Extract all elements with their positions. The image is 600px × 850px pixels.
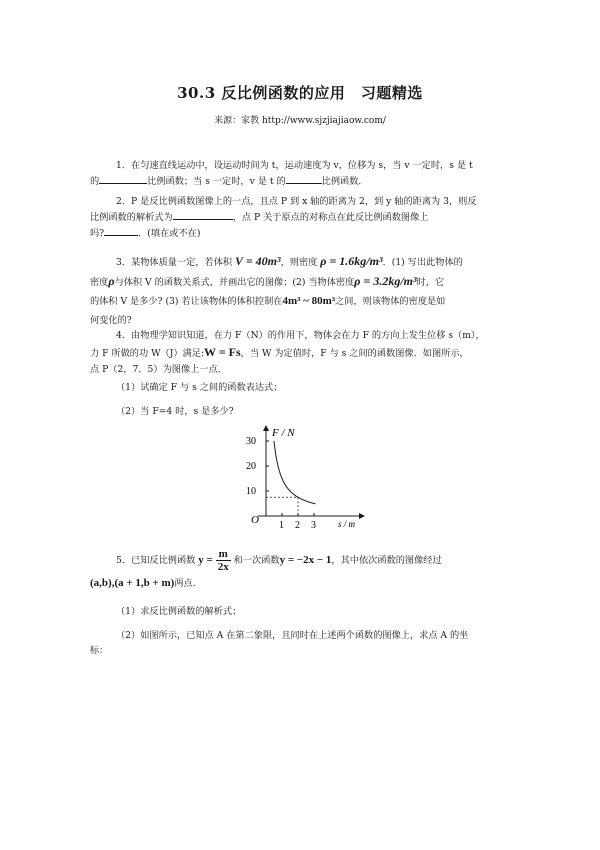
q5-text-b: 和一次函数 [233,555,280,566]
q2-blank-1[interactable] [173,209,233,220]
q5-fraction [216,548,231,573]
x-tick-label: 2 [295,520,300,531]
inverse-curve [274,441,316,504]
q4-text-c: ，当 W 为定值时，F 与 s 之间的函数图像．如图所示， [240,348,469,359]
q4-text-b: 力 F 所做的功 W（J）满足: [90,348,205,359]
q3-text-e: 与体积 V 的函数关系式，并画出它的图像；(2) 当物体密度 [114,277,355,288]
q4-text-d: 点 P（2，7．5）为图像上一点． [90,364,227,375]
q3-text-c: ．(1) 写出此物体的 [382,257,463,268]
q3-text-f: 时，它 [416,277,445,288]
q4-sub-1: （1）试确定 F 与 s 之间的函数表达式； [116,382,283,393]
q3-density-equation-2: ρ = 3.2kg/m³ [354,274,417,288]
question-1 [90,158,522,189]
q4-text-a: 4．由物理学知识知道，在力 F（N）的作用下，物体会在力 F 的方向上发生位移 s（m）， [116,330,485,341]
q5-sub-2-line-2: 标： [90,645,109,656]
q1-text-c: 比例函数；当 s 一定时，v 是 t 的 [147,176,286,187]
force-displacement-graph [240,420,370,532]
q3-density-equation: ρ = 1.6kg/m³ [320,254,383,268]
q2-text-e: ．(填在或不在) [138,228,201,239]
q3-text-g: 的体积 V 是多少? (3) 若让该物体的体积控制在 [90,296,283,307]
q3-rho-symbol: ρ [108,274,115,288]
q1-blank-1[interactable] [99,173,147,184]
q5-text-d: 两点. [174,578,196,589]
q5-sub-2 [90,628,522,658]
q5-fraction-denominator: 2x [217,561,229,573]
question-2 [90,194,522,241]
q3-volume-equation: V = 40m³ [235,254,281,268]
q3-text-a: 3．某物体质量一定，若体积 [116,257,233,268]
q5-points: (a,b),(a + 1,b + m) [90,577,175,589]
question-5 [90,548,522,594]
q3-text-i: 何变化的? [90,315,132,326]
q5-sub-2-line-1: （2）如图所示，已知点 A 在第二象限，且同时在上述两个函数的图像上，求点 A 的坐 [116,630,469,641]
q5-text-a: 5．已知反比例函数 [116,555,196,566]
q5-fraction-numerator: m [216,548,231,561]
x-tick-label: 3 [311,520,316,531]
page-title: 30.3 反比例函数的应用 习题精选 [177,84,423,102]
q5-sub-1: （1）求反比例函数的解析式； [116,606,242,617]
q1-text-b: 的 [90,176,100,187]
q1-text-d: 比例函数． [321,176,368,187]
q3-text-h: 之间，则该物体的密度是如 [335,296,446,307]
q4-work-equation: W = Fs [204,345,241,359]
q5-linear-equation: y = −2x − 1 [279,554,332,566]
q2-blank-2[interactable] [104,225,138,236]
y-tick-label: 20 [246,461,256,472]
q1-line-1: 1．在匀速直线运动中，设运动时间为 t，运动速度为 v，位移为 s，当 v 一定时，s 是 t [116,160,473,171]
origin-label: O [251,514,259,526]
q5-y-equals: y = [198,554,213,566]
y-axis-label: F / N [272,427,295,439]
y-tick-label: 10 [246,486,256,497]
question-3 [90,252,522,330]
y-tick-label: 30 [246,436,256,447]
q2-text-d: 吗? [90,228,105,239]
source-line: 来源：家教 http://www.sjzjiajiaow.com/ [214,116,386,126]
q1-blank-2[interactable] [286,173,322,184]
q3-volume-range: 4m³ ~ 80m³ [282,295,336,307]
q2-text-b: 比例函数的解析式为 [90,212,173,223]
q3-text-b: ，则密度 [280,257,318,268]
q4-sub-2: （2）当 F=4 时，s 是多少? [116,406,234,417]
x-axis-label: s / m [338,519,356,529]
q5-text-c: ，其中依次函数的图像经过 [331,555,442,566]
question-4 [90,328,522,378]
q2-text-c: ，点 P 关于原点的对称点在此反比例函数图像上 [232,212,429,223]
q3-text-d: 密度 [90,277,109,288]
q2-line-1: 2．P 是反比例函数图像上的一点，且点 P 到 x 轴的距离为 2，到 y 轴的距离为 3，则反 [116,196,477,207]
x-tick-label: 1 [279,520,284,531]
